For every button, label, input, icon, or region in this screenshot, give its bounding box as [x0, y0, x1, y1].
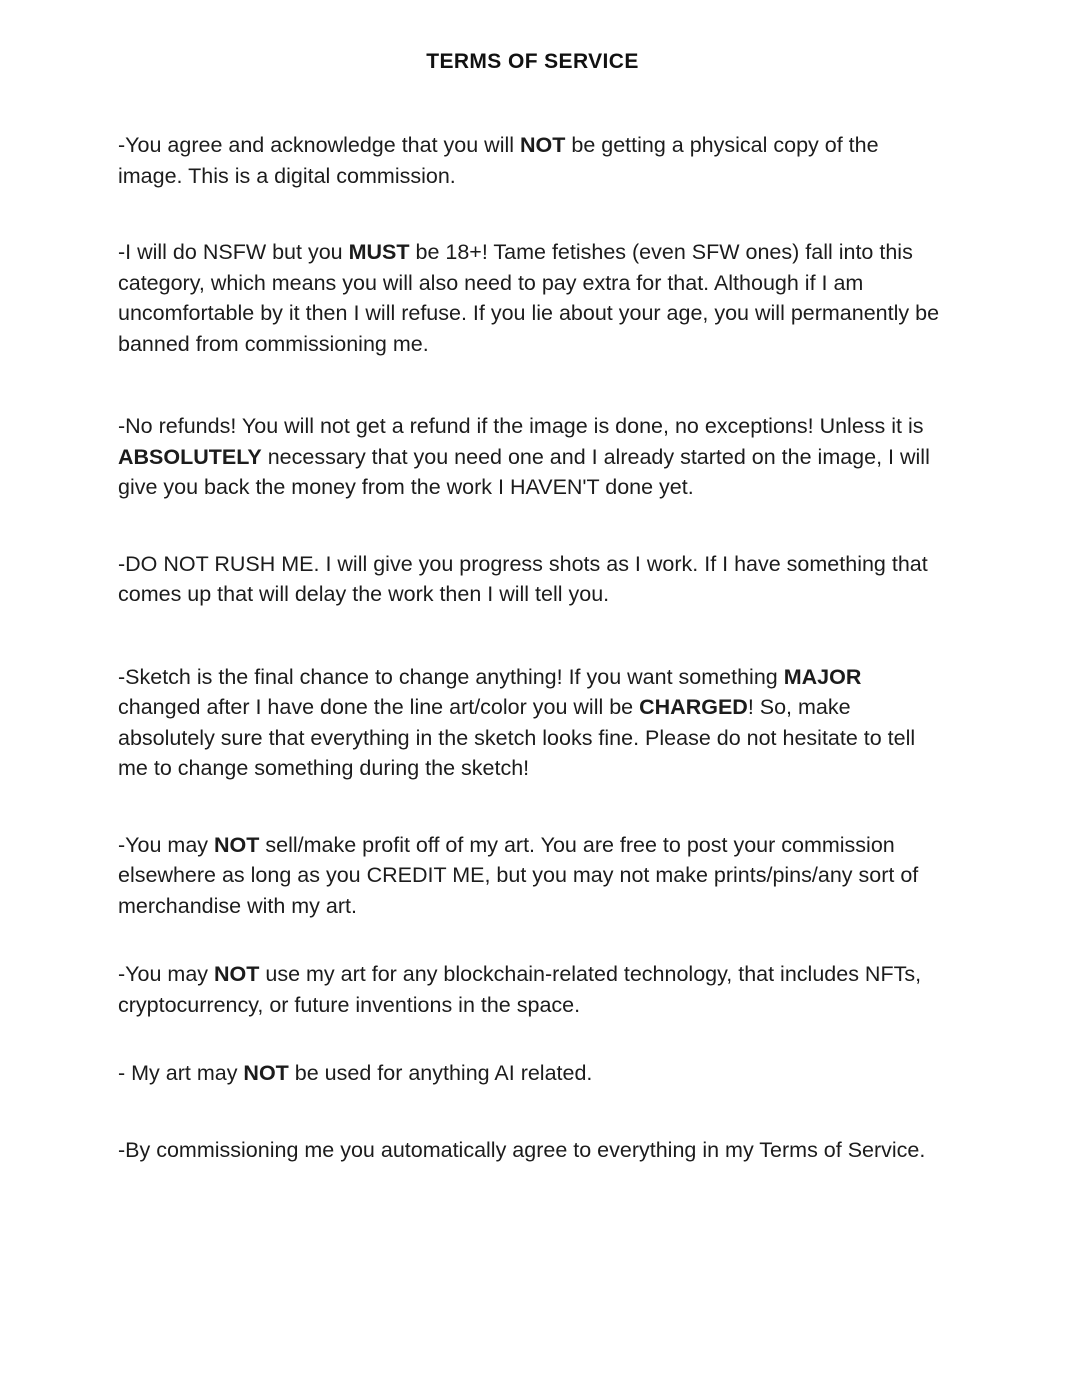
body-text: -You agree and acknowledge that you will — [118, 133, 521, 157]
emphasis-text: ABSOLUTELY — [118, 444, 262, 469]
clause-no-ai — [118, 1058, 947, 1089]
clause-sketch-final-chance — [118, 662, 947, 784]
emphasis-text: CHARGED — [639, 695, 748, 719]
clause-agreement — [118, 1135, 947, 1166]
body-text: - My art may — [118, 1061, 244, 1085]
terms-clause-list — [118, 130, 947, 1165]
clause-no-physical-copy — [118, 130, 947, 191]
clause-nsfw-age — [118, 237, 947, 359]
body-text: sell/make profit off of my art. You are free to post your commission elsewhere as long as you CREDIT ME, but you may not make prints/pins/any sort of merchandise with my art. — [118, 832, 919, 918]
clause-no-blockchain — [118, 959, 947, 1020]
body-text: -No refunds! You will not get a refund if the image is done, no exceptions! Unless it is — [118, 414, 924, 438]
emphasis-text: NOT — [520, 133, 566, 157]
page-title: TERMS OF SERVICE — [426, 50, 639, 73]
body-text: necessary that you need one and I already started on the image, I will give you back the money from the work I HAVEN'T done yet. — [118, 444, 930, 499]
emphasis-text: NOT — [243, 1061, 289, 1085]
body-text: use my art for any blockchain-related technology, that includes NFTs, cryptocurrency, or future inventions in the space. — [118, 962, 922, 1017]
emphasis-text: MUST — [348, 240, 410, 264]
clause-no-refunds — [118, 411, 947, 503]
emphasis-text: NOT — [214, 962, 260, 986]
body-text: ! So, make absolutely sure that everything in the sketch looks fine. Please do not hesitate to tell me to change something during the sketch! — [118, 695, 916, 780]
body-text: be 18+! Tame fetishes (even SFW ones) fall into this category, which means you will also need to pay extra for that. Although if I am uncomfortable by it then I will refuse. If you lie about your age, you will permanently be banned from commissioning me. — [118, 240, 940, 356]
body-text: -You may — [118, 962, 215, 986]
body-text: -You may — [118, 832, 215, 857]
body-text: be used for anything AI related. — [288, 1061, 593, 1085]
body-text: -Sketch is the final chance to change anything! If you want something — [118, 664, 784, 689]
body-text: -DO NOT RUSH ME. I will give you progress shots as I work. If I have something that comes up that will delay the work then I will tell you. — [118, 551, 928, 606]
body-text: -By commissioning me you automatically agree to everything in my Terms of Service. — [118, 1137, 926, 1162]
body-text: be getting a physical copy of the image. This is a digital commission. — [118, 133, 879, 188]
clause-no-resale — [118, 830, 947, 922]
emphasis-text: NOT — [214, 832, 260, 857]
body-text: changed after I have done the line art/color you will be — [118, 695, 640, 719]
body-text: -I will do NSFW but you — [118, 240, 349, 264]
emphasis-text: MAJOR — [783, 664, 862, 689]
clause-do-not-rush — [118, 549, 947, 610]
